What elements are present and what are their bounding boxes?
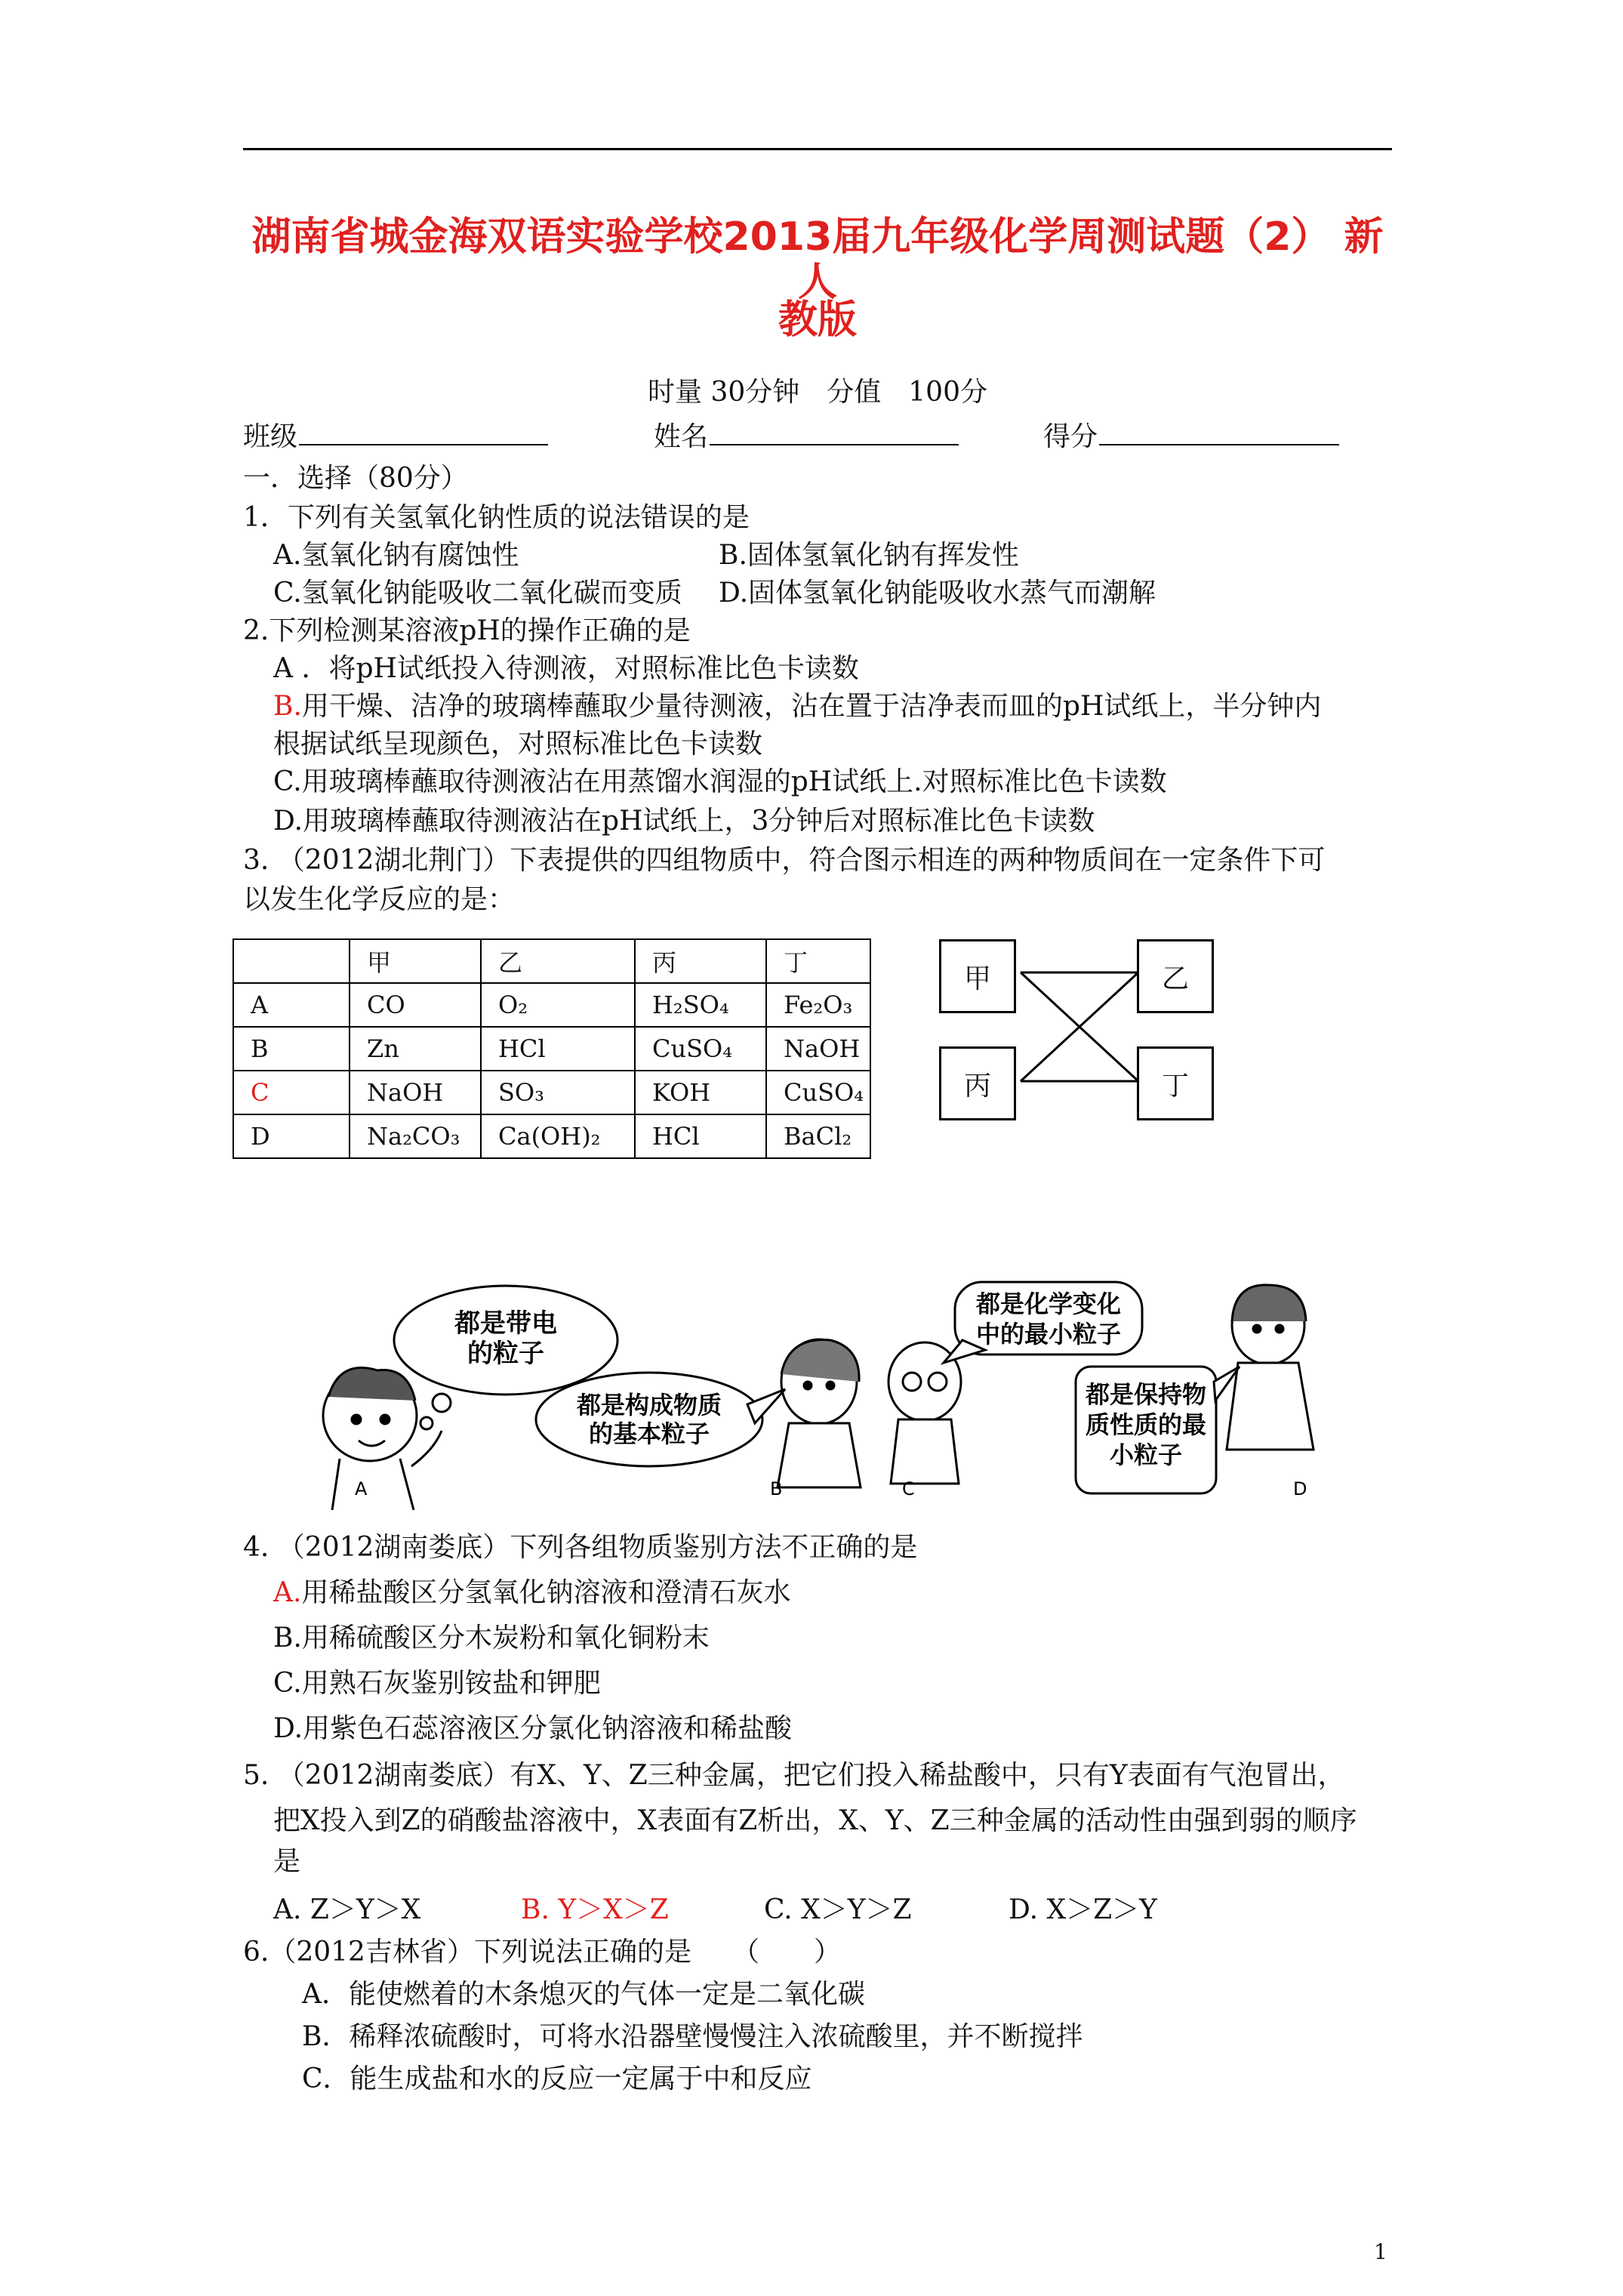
- q6-option-a: A．能使燃着的木条熄灭的气体一定是二氧化碳: [302, 1979, 865, 2010]
- q4-stem: 4. （2012湖南娄底）下列各组物质鉴别方法不正确的是: [243, 1532, 918, 1563]
- q2-option-b-cont: 根据试纸呈现颜色，对照标准比色卡读数: [273, 729, 763, 760]
- q6-stem: 6.（2012吉林省）下列说法正确的是 （ ）: [243, 1937, 841, 1968]
- q4-option-b: B.用稀硫酸区分木炭粉和氧化铜粉末: [273, 1623, 710, 1653]
- exam-info: 时量 30分钟 分值 100分: [648, 377, 987, 408]
- diagram-box-jia: 甲: [939, 939, 1016, 1013]
- table-row: [233, 1071, 870, 1114]
- table-row: [233, 1027, 870, 1071]
- table-row: [233, 1114, 870, 1158]
- q5-option-c: C. X＞Y＞Z: [764, 1894, 912, 1925]
- q1-option-c: C.氢氧化钠能吸收二氧化碳而变质: [273, 578, 682, 609]
- bubble-d-line1: 都是保持物: [1085, 1380, 1207, 1409]
- table-header-cell: 丁: [766, 939, 870, 983]
- q2-option-b: [273, 690, 1321, 723]
- table-cell: HCl: [481, 1027, 635, 1071]
- table-cell: Fe₂O₃: [766, 983, 870, 1027]
- cartoon-label-a: A: [355, 1478, 368, 1499]
- cartoon-label-b: B: [770, 1478, 783, 1499]
- q5-option-d: D. X＞Z＞Y: [1009, 1894, 1157, 1925]
- q4-option-a-text: 用稀盐酸区分氢氧化钠溶液和澄清石灰水: [301, 1577, 791, 1608]
- q4-answer-letter: A.: [273, 1577, 302, 1608]
- particles-cartoon-illustration: [287, 1268, 1329, 1510]
- q5-stem-2: 把X投入到Z的硝酸盐溶液中，X表面有Z析出，X、Y、Z三种金属的活动性由强到弱的顺序: [273, 1805, 1357, 1836]
- row-label: B: [233, 1027, 350, 1071]
- page-title-line1: 湖南省城金海双语实验学校2013届九年级化学周测试题（2） 新人: [251, 214, 1384, 305]
- q6-option-b: B．稀释浓硫酸时，可将水沿器壁慢慢注入浓硫酸里，并不断搅拌: [302, 2021, 1083, 2052]
- q1-option-a: A.氢氧化钠有腐蚀性: [273, 540, 519, 571]
- table-header-cell: 乙: [481, 939, 635, 983]
- q2-answer-letter: B.: [273, 691, 302, 722]
- cartoon-figure-b: [778, 1339, 861, 1487]
- table-cell: CO: [350, 983, 481, 1027]
- q2-option-b-text: 用干燥、洁净的玻璃棒蘸取少量待测液，沾在置于洁净表而皿的pH试纸上，半分钟内: [301, 691, 1322, 722]
- table-header-cell: 丙: [635, 939, 766, 983]
- q5-stem-1: 5. （2012湖南娄底）有X、Y、Z三种金属，把它们投入稀盐酸中，只有Y表面有气泡冒出，: [243, 1760, 1345, 1791]
- score-label: 得分: [1043, 421, 1098, 452]
- bubble-a-line2: 的粒子: [467, 1339, 544, 1369]
- row-label: A: [233, 983, 350, 1027]
- table-cell: CuSO₄: [766, 1071, 870, 1114]
- q4-option-a: [273, 1576, 790, 1610]
- bubble-c-line1: 都是化学变化: [975, 1290, 1122, 1318]
- name-label: 姓名: [654, 421, 709, 452]
- diagram-box-yi: 乙: [1137, 939, 1214, 1013]
- cartoon-label-d: D: [1293, 1478, 1307, 1499]
- table-cell: Zn: [350, 1027, 481, 1071]
- table-cell: CuSO₄: [635, 1027, 766, 1071]
- table-cell: KOH: [635, 1071, 766, 1114]
- table-cell: SO₃: [481, 1071, 635, 1114]
- q2-option-c: C.用玻璃棒蘸取待测液沾在用蒸馏水润湿的pH试纸上.对照标准比色卡读数: [273, 766, 1167, 797]
- q4-option-d: D.用紫色石蕊溶液区分氯化钠溶液和稀盐酸: [273, 1713, 793, 1744]
- table-cell: Na₂CO₃: [350, 1114, 481, 1158]
- q5-stem-3: 是: [273, 1846, 301, 1877]
- name-field[interactable]: [654, 418, 959, 454]
- q3-table: [233, 938, 871, 1159]
- bubble-c-line2: 中的最小粒子: [975, 1320, 1122, 1348]
- q2-option-a: A ．将pH试纸投入待测液，对照标准比色卡读数: [273, 653, 859, 684]
- section-heading: 一．选择（80分）: [243, 463, 468, 494]
- q5-option-b-answer: B. Y＞X＞Z: [521, 1894, 669, 1925]
- row-label-answer: C: [233, 1071, 350, 1114]
- table-header-cell: [233, 939, 350, 983]
- header-rule: [243, 148, 1392, 150]
- bubble-b-line2: 的基本粒子: [588, 1419, 710, 1448]
- table-header-cell: 甲: [350, 939, 481, 983]
- q2-option-d: D.用玻璃棒蘸取待测液沾在pH试纸上，3分钟后对照标准比色卡读数: [273, 806, 1095, 837]
- table-cell: Ca(OH)₂: [481, 1114, 635, 1158]
- class-field[interactable]: [243, 418, 548, 454]
- q6-option-c: C．能生成盐和水的反应一定属于中和反应: [302, 2063, 812, 2094]
- page-number: 1: [1374, 2239, 1387, 2264]
- q3-stem-2: 以发生化学反应的是：: [243, 884, 516, 915]
- table-cell: O₂: [481, 983, 635, 1027]
- bubble-d-line2: 质性质的最: [1085, 1410, 1207, 1439]
- q2-stem: 2.下列检测某溶液pH的操作正确的是: [243, 615, 691, 646]
- q5-option-a: A. Z＞Y＞X: [273, 1894, 421, 1925]
- q1-option-d: D.固体氢氧化钠能吸收水蒸气而潮解: [719, 578, 1156, 609]
- table-cell: H₂SO₄: [635, 983, 766, 1027]
- q1-stem: 1．下列有关氢氧化钠性质的说法错误的是: [243, 502, 750, 533]
- cartoon-figure-a: [323, 1368, 442, 1510]
- table-cell: NaOH: [766, 1027, 870, 1071]
- bubble-a-line1: 都是带电: [454, 1308, 557, 1339]
- cartoon-figure-c: [888, 1342, 961, 1484]
- table-cell: HCl: [635, 1114, 766, 1158]
- table-row: [233, 983, 870, 1027]
- q1-option-b: B.固体氢氧化钠有挥发性: [719, 540, 1019, 571]
- bubble-d-line3: 小粒子: [1109, 1441, 1183, 1469]
- class-label: 班级: [243, 421, 298, 452]
- cartoon-label-c: C: [902, 1478, 915, 1499]
- bubble-b-line1: 都是构成物质: [576, 1391, 722, 1419]
- table-header-row: [233, 939, 870, 983]
- page-title-line2: 教版: [778, 297, 857, 343]
- row-label: D: [233, 1114, 350, 1158]
- q3-stem-1: 3. （2012湖北荆门）下表提供的四组物质中，符合图示相连的两种物质间在一定条件下可: [243, 845, 1326, 876]
- diagram-box-ding: 丁: [1137, 1046, 1214, 1120]
- q4-option-c: C.用熟石灰鉴别铵盐和钾肥: [273, 1668, 601, 1699]
- diagram-box-bing: 丙: [939, 1046, 1016, 1120]
- table-cell: BaCl₂: [766, 1114, 870, 1158]
- table-cell: NaOH: [350, 1071, 481, 1114]
- score-field[interactable]: [1043, 418, 1339, 454]
